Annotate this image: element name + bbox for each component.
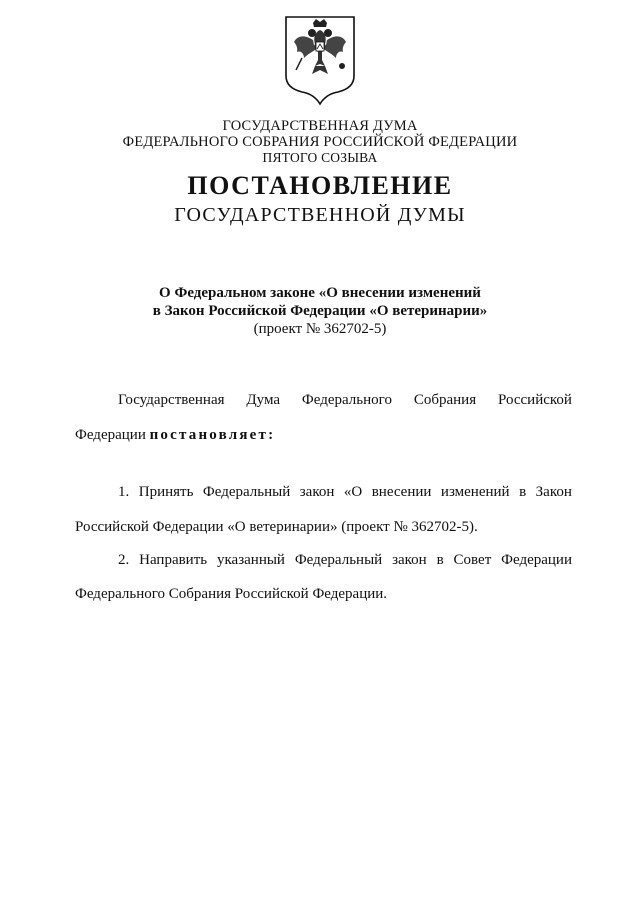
item-1-word: Федеральный xyxy=(202,484,291,500)
item-2-word: Федерации xyxy=(501,552,572,568)
item-1-line-1 xyxy=(118,484,572,501)
item-2-word: закон xyxy=(392,552,427,568)
item-1-word: внесении xyxy=(371,484,432,500)
document-title: ПОСТАНОВЛЕНИЕ xyxy=(187,171,453,200)
resolves-word: постановляет: xyxy=(149,427,276,443)
item-1-word: Закон xyxy=(535,484,572,500)
item-2-word: Совет xyxy=(453,552,492,568)
item-2-word: в xyxy=(436,552,444,568)
item-1-word: закон xyxy=(299,484,335,500)
preamble-line-2-start: Федерации xyxy=(75,427,150,443)
preamble-word: Дума xyxy=(246,392,281,408)
convocation-header: ПЯТОГО СОЗЫВА xyxy=(262,150,378,165)
subject-line-2: в Закон Российской Федерации «О ветеринарии» xyxy=(152,303,488,319)
item-1-word: в xyxy=(519,484,527,500)
document-subtitle: ГОСУДАРСТВЕННОЙ ДУМЫ xyxy=(174,204,466,226)
preamble-line-1 xyxy=(118,392,572,409)
preamble-word: Государственная xyxy=(118,392,225,408)
federal-assembly-header: ФЕДЕРАЛЬНОГО СОБРАНИЯ РОССИЙСКОЙ ФЕДЕРАЦИИ xyxy=(122,134,518,150)
preamble-word: Собрания xyxy=(413,392,477,408)
item-2-line-2: Федерального Собрания Российской Федерации. xyxy=(75,586,388,602)
item-2-line-1 xyxy=(118,552,572,569)
item-1-line-2: Российской Федерации «О ветеринарии» (проект № 362702-5). xyxy=(75,519,478,535)
duma-header: ГОСУДАРСТВЕННАЯ ДУМА xyxy=(222,118,418,134)
preamble-word: Российской xyxy=(498,392,572,408)
item-2-word: 2. xyxy=(118,552,130,568)
item-1-word: изменений xyxy=(440,484,510,500)
coat-of-arms-emblem xyxy=(282,14,358,106)
item-2-word: Направить xyxy=(139,552,208,568)
item-2-word: указанный xyxy=(216,552,285,568)
item-1-word: «О xyxy=(343,484,363,500)
bill-number: (проект № 362702-5) xyxy=(253,321,387,337)
item-2-word: Федеральный xyxy=(294,552,383,568)
subject-line-1: О Федеральном законе «О внесении изменений xyxy=(159,285,481,301)
preamble-line-2 xyxy=(75,427,275,444)
item-1-word: Принять xyxy=(138,484,194,500)
preamble-word: Федерального xyxy=(301,392,392,408)
item-1-word: 1. xyxy=(118,484,130,500)
